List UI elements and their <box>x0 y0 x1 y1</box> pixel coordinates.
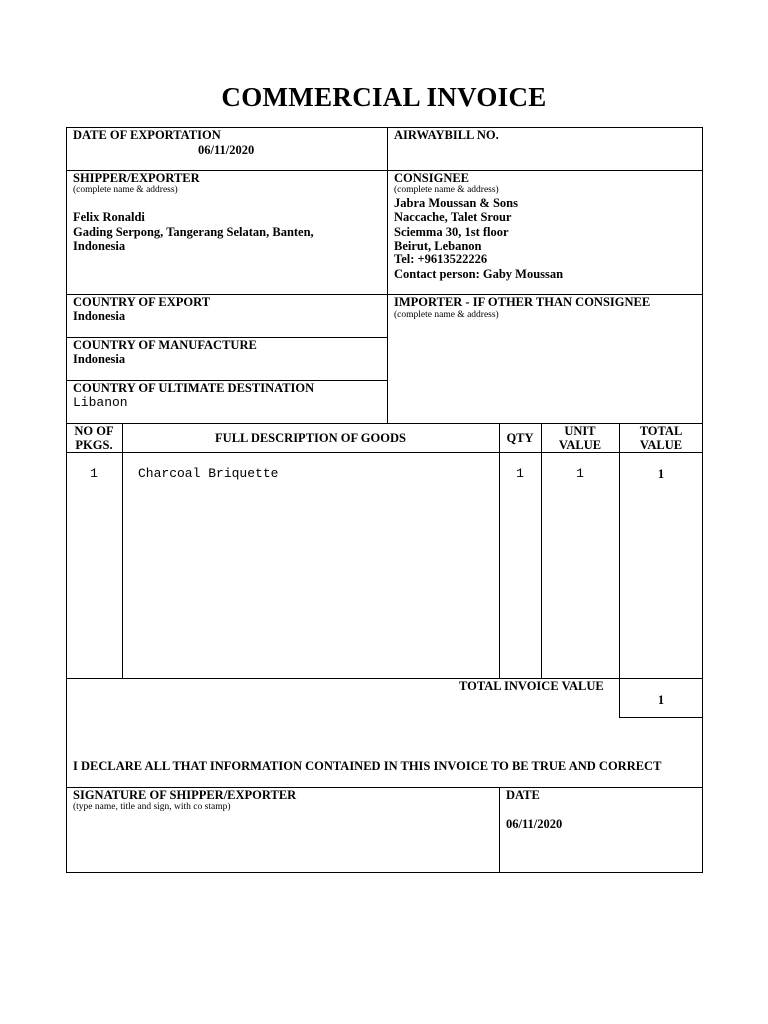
divider <box>619 423 620 679</box>
row-unit-value: 1 <box>576 466 584 481</box>
country-of-export-value: Indonesia <box>73 309 126 323</box>
importer-label: IMPORTER - IF OTHER THAN CONSIGNEE <box>394 295 651 309</box>
country-of-manufacture-label: COUNTRY OF MANUFACTURE <box>73 338 257 352</box>
header-total-value <box>619 424 703 452</box>
divider <box>122 423 123 679</box>
consignee-name: Jabra Moussan & Sons <box>394 196 518 210</box>
header-total-line1: TOTAL <box>639 424 683 438</box>
consignee-address-line: Beirut, Lebanon <box>394 239 482 253</box>
consignee-address-line: Naccache, Talet Srour <box>394 210 512 224</box>
consignee-address-line: Sciemma 30, 1st floor <box>394 225 509 239</box>
header-qty: QTY <box>506 431 534 445</box>
header-total-line2: VALUE <box>639 438 683 452</box>
date-of-exportation-value: 06/11/2020 <box>198 143 255 157</box>
date-value: 06/11/2020 <box>506 817 563 831</box>
divider <box>541 423 542 679</box>
country-of-destination-label: COUNTRY OF ULTIMATE DESTINATION <box>73 381 315 395</box>
header-unit-line1: UNIT <box>564 424 596 438</box>
consignee-phone: Tel: +9613522226 <box>394 252 488 266</box>
header-unit-line2: VALUE <box>558 438 602 452</box>
country-of-manufacture-value: Indonesia <box>73 352 126 366</box>
country-of-destination-value: Libanon <box>73 395 128 410</box>
signature-label: SIGNATURE OF SHIPPER/EXPORTER <box>73 788 297 802</box>
importer-sublabel: (complete name & address) <box>394 310 499 320</box>
shipper-sublabel: (complete name & address) <box>73 185 178 195</box>
total-invoice-label: TOTAL INVOICE VALUE <box>459 679 604 693</box>
total-invoice-value: 1 <box>657 693 665 707</box>
airwaybill-label: AIRWAYBILL NO. <box>394 128 499 142</box>
declaration-text: I DECLARE ALL THAT INFORMATION CONTAINED IN THIS INVOICE TO BE TRUE AND CORRECT <box>73 759 662 773</box>
header-description: FULL DESCRIPTION OF GOODS <box>215 431 406 445</box>
consignee-contact: Contact person: Gaby Moussan <box>394 267 564 281</box>
divider <box>499 423 500 679</box>
header-pkgs <box>66 424 122 452</box>
country-of-export-label: COUNTRY OF EXPORT <box>73 295 211 309</box>
shipper-address-line: Gading Serpong, Tangerang Selatan, Banten, <box>73 225 314 239</box>
shipper-label: SHIPPER/EXPORTER <box>73 171 200 185</box>
consignee-label: CONSIGNEE <box>394 171 470 185</box>
consignee-sublabel: (complete name & address) <box>394 185 499 195</box>
header-pkgs-line1: NO OF <box>74 424 114 438</box>
divider <box>499 787 500 873</box>
divider <box>387 127 388 424</box>
row-pkgs: 1 <box>90 466 98 481</box>
divider <box>66 452 703 453</box>
shipper-address-line: Indonesia <box>73 239 126 253</box>
shipper-name: Felix Ronaldi <box>73 210 145 224</box>
signature-sublabel: (type name, title and sign, with co stamp) <box>73 802 231 812</box>
row-total-value: 1 <box>657 467 665 481</box>
row-description: Charcoal Briquette <box>138 466 279 481</box>
divider <box>66 678 703 679</box>
invoice-title: COMMERCIAL INVOICE <box>221 82 547 112</box>
row-qty: 1 <box>516 466 524 481</box>
header-unit-value <box>541 424 619 452</box>
header-pkgs-line2: PKGS. <box>75 438 113 452</box>
date-of-exportation-label: DATE OF EXPORTATION <box>73 128 221 142</box>
date-label: DATE <box>506 788 540 802</box>
